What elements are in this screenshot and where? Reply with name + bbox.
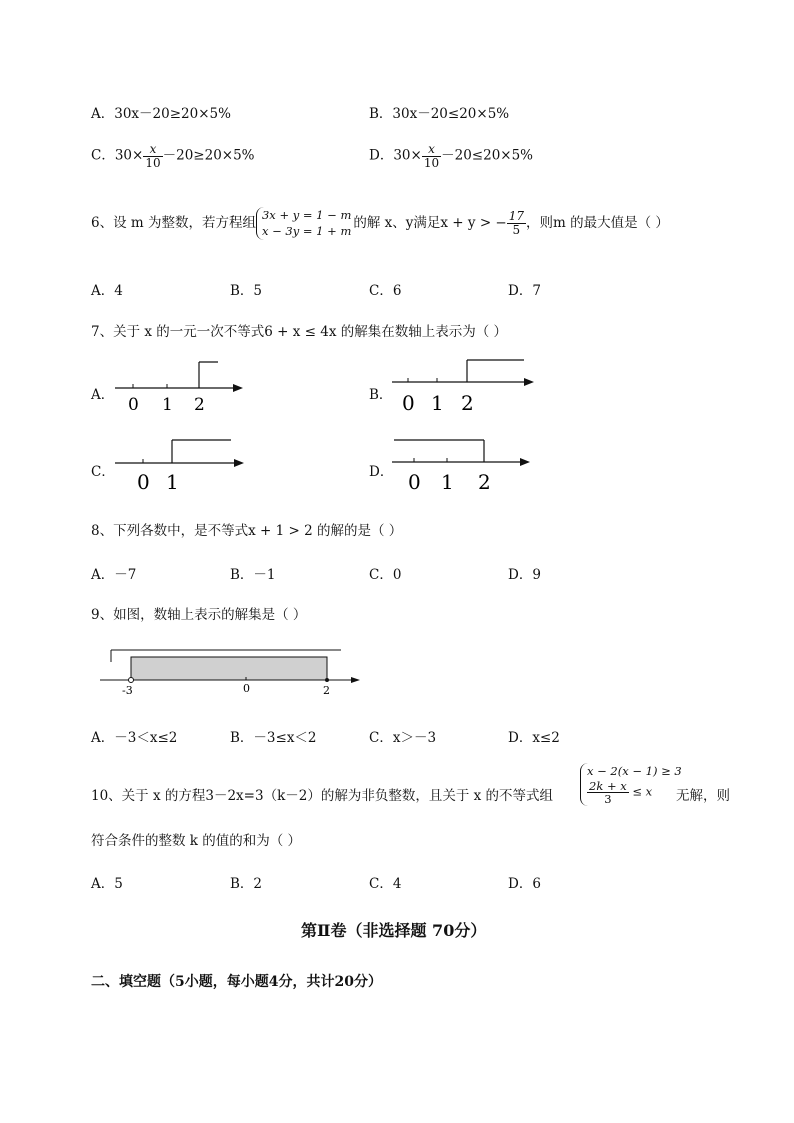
- q9-option-c: C．x＞－3: [369, 730, 437, 746]
- q6-option-a: A．4: [91, 283, 123, 299]
- q7-d-tick-1: 1: [441, 470, 454, 494]
- q8-option-d: D．9: [508, 567, 541, 583]
- q5-option-b: B．30x－20≤20×5%: [369, 106, 510, 122]
- q9-question: 9、如图，数轴上表示的解集是（ ）: [91, 607, 307, 623]
- q9-number-line: [100, 650, 360, 697]
- q9-option-d: D．x≤2: [508, 730, 560, 746]
- q10-option-c: C．4: [369, 876, 402, 892]
- q10-option-d: D．6: [508, 876, 541, 892]
- q6-option-b: B．5: [230, 283, 263, 299]
- q7-option-b-label: B．: [369, 387, 393, 403]
- part2-heading: 第Ⅱ卷（非选择题 70分）: [301, 921, 487, 940]
- q8-option-c: C．0: [369, 567, 402, 583]
- q7-a-tick-1: 1: [162, 395, 173, 415]
- q7-c-tick-0: 0: [137, 470, 150, 494]
- q7-a-number-line: [115, 362, 243, 415]
- q9-tick-2: 2: [323, 684, 330, 697]
- q5-option-a: A．30x－20≥20×5%: [91, 106, 231, 122]
- q9-tick-neg3: -3: [122, 684, 133, 697]
- q10-option-b: B．2: [230, 876, 263, 892]
- q6-option-d: D．7: [508, 283, 541, 299]
- q7-question: 7、关于 x 的一元一次不等式6 + x ≤ 4x 的解集在数轴上表示为（ ）: [91, 324, 508, 340]
- q7-a-tick-0: 0: [128, 395, 139, 415]
- q10-inequality-system: x − 2(x − 1) ≥ 3 $\frac{2k + x}{3}$ ≤ x: [580, 763, 684, 806]
- q10-question-tail: 无解，则: [676, 788, 730, 804]
- q5-option-d: D．30× $\frac{x}{10}$ －20≤20×5%: [369, 142, 534, 170]
- q7-d-number-line: [392, 440, 530, 494]
- q6-option-c: C．6: [369, 283, 402, 299]
- q7-a-tick-2: 2: [194, 395, 205, 415]
- q7-option-c-label: C．: [91, 464, 115, 480]
- q7-c-tick-1: 1: [166, 470, 179, 494]
- q10-option-a: A．5: [91, 876, 123, 892]
- q5-option-c: C．30× $\frac{x}{10}$ －20≥20×5%: [91, 142, 255, 170]
- q7-c-number-line: [115, 440, 244, 494]
- q7-d-tick-0: 0: [408, 470, 421, 494]
- q7-b-tick-2: 2: [461, 391, 474, 415]
- q7-b-tick-1: 1: [431, 391, 444, 415]
- q8-option-a: A．－7: [91, 567, 137, 583]
- q7-option-a-label: A．: [91, 387, 115, 403]
- q6-equation-system: 3x + y = 1 − m x − 3y = 1 + m: [256, 207, 353, 240]
- q9-tick-0: 0: [243, 682, 250, 695]
- q10-question-line1: 10、关于 x 的方程3－2x=3（k－2）的解为非负整数，且关于 x 的不等式组: [91, 788, 554, 804]
- q9-option-b: B．－3≤x＜2: [230, 730, 317, 746]
- q7-b-number-line: [392, 360, 534, 415]
- q8-option-b: B．－1: [230, 567, 276, 583]
- q7-d-tick-2: 2: [478, 470, 491, 494]
- section2-heading: 二、填空题（5小题，每小题4分，共计20分）: [91, 974, 382, 990]
- q7-option-d-label: D．: [369, 464, 394, 480]
- q8-question: 8、下列各数中，是不等式x + 1 > 2 的解的是（ ）: [91, 523, 403, 539]
- q9-option-a: A．－3＜x≤2: [91, 730, 178, 746]
- q6-question: 6、设 m 为整数，若方程组 3x + y = 1 − m x − 3y = 1 + m 的解 x、y满足x + y > − $\frac{17}{5}$ ，则m 的最大值是（ ）: [91, 207, 669, 240]
- q7-b-tick-0: 0: [402, 391, 415, 415]
- q10-question-line2: 符合条件的整数 k 的值的和为（ ）: [91, 833, 302, 849]
